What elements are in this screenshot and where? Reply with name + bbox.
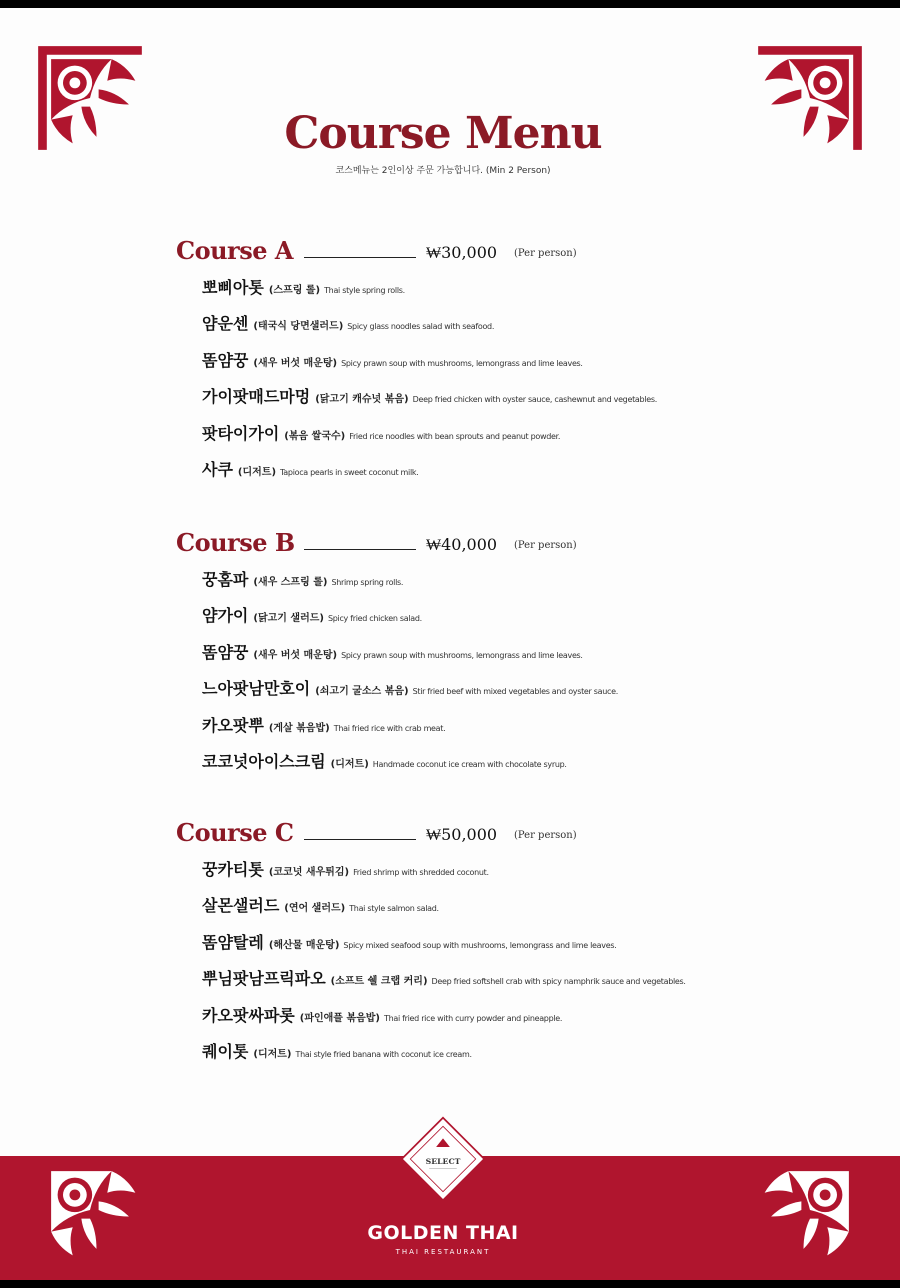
- menu-item: [202, 562, 816, 598]
- menu-item-english-desc: Tapioca pearls in sweet coconut milk.: [280, 467, 419, 477]
- course-item-list: [176, 270, 816, 488]
- menu-item-english-desc: Thai fried rice with crab meat.: [333, 723, 446, 733]
- course-per-label: (Per person): [514, 540, 577, 551]
- menu-item-korean-desc: (새우 버섯 매운탕): [253, 357, 338, 369]
- menu-item-name: 뽀삐아톳: [202, 278, 264, 297]
- menu-item: [202, 744, 816, 780]
- brand-subtitle: THAI RESTAURANT: [395, 1248, 491, 1256]
- menu-item-korean-desc: (새우 스프링 롤): [253, 577, 328, 588]
- course-item-list: [176, 852, 816, 1070]
- course-name: Course C: [176, 818, 294, 847]
- menu-item: [202, 852, 816, 888]
- menu-item-korean-desc: (게살 볶음밥): [268, 722, 330, 734]
- menu-item-name: 얌운센: [202, 314, 249, 334]
- menu-item: [202, 708, 816, 744]
- menu-item-name: 코코넛아이스크림: [202, 751, 326, 771]
- menu-item: [202, 998, 816, 1034]
- menu-item-korean-desc: (해산물 매운탕): [268, 939, 340, 951]
- menu-item-korean-desc: (스프링 롤): [268, 285, 321, 296]
- menu-item-name: 살몬샐러드: [202, 896, 280, 916]
- menu-item: [202, 416, 816, 452]
- menu-item-english-desc: Thai style spring rolls.: [324, 286, 405, 295]
- menu-item-name: 카오팟싸파롯: [202, 1005, 295, 1025]
- menu-item-name: 느아팟남만호이: [202, 679, 311, 699]
- course-name: Course B: [176, 528, 295, 557]
- restaurant-logo-icon: [400, 1116, 486, 1202]
- menu-item-korean-desc: (파인애플 볶음밥): [299, 1012, 380, 1024]
- menu-item-english-desc: Spicy fried chicken salad.: [327, 614, 422, 624]
- menu-item: [202, 888, 816, 924]
- course-section: [176, 236, 816, 488]
- divider: [304, 257, 416, 258]
- menu-item-english-desc: Thai style fried banana with coconut ice cream.: [295, 1049, 472, 1059]
- course-header: [176, 818, 816, 852]
- menu-item-english-desc: Spicy prawn soup with mushrooms, lemongrass and lime leaves.: [341, 650, 583, 660]
- menu-item-korean-desc: (닭고기 캐슈넛 볶음): [315, 394, 409, 406]
- menu-item: [202, 270, 816, 306]
- menu-item-english-desc: Stir fried beef with mixed vegetables and oyster sauce.: [412, 687, 618, 697]
- course-price: ₩40,000: [426, 535, 498, 554]
- menu-item-english-desc: Spicy mixed seafood soup with mushrooms, lemongrass and lime leaves.: [343, 940, 617, 950]
- menu-item-korean-desc: (코코넛 새우튀김): [268, 867, 350, 878]
- menu-item-english-desc: Thai fried rice with curry powder and pineapple.: [384, 1013, 563, 1023]
- menu-item-name: 똠얌꿍: [202, 350, 249, 370]
- menu-item-name: 뿌님팟남프릭파오: [202, 969, 326, 989]
- course-per-label: (Per person): [514, 248, 577, 259]
- course-section: [176, 818, 816, 1070]
- menu-item-name: 팟타이가이: [202, 423, 280, 443]
- menu-item-name: 똠얌탈레: [202, 932, 264, 952]
- menu-item: [202, 671, 816, 707]
- menu-item-english-desc: Deep fried softshell crab with spicy namphrik sauce and vegetables.: [431, 977, 686, 987]
- page-title: Course Menu: [284, 108, 602, 159]
- menu-item: [202, 1034, 816, 1070]
- menu-item: [202, 343, 816, 379]
- menu-item-korean-desc: (쇠고기 굴소스 볶음): [315, 686, 409, 698]
- menu-item-english-desc: Fried rice noodles with bean sprouts and peanut powder.: [349, 431, 561, 441]
- menu-item: [202, 598, 816, 634]
- menu-item-korean-desc: (닭고기 샐러드): [253, 613, 324, 625]
- menu-item: [202, 925, 816, 961]
- menu-item-english-desc: Spicy prawn soup with mushrooms, lemongrass and lime leaves.: [341, 358, 583, 368]
- menu-page: [0, 8, 900, 1280]
- menu-item-korean-desc: (연어 샐러드): [284, 903, 346, 915]
- menu-item-name: 퀘이톳: [202, 1041, 249, 1061]
- menu-item-name: 가이팟매드마멍: [202, 387, 311, 407]
- logo-text: SELECT: [425, 1157, 461, 1167]
- menu-item-name: 카오팟뿌: [202, 715, 264, 735]
- menu-item-english-desc: Shrimp spring rolls.: [331, 578, 404, 587]
- menu-item-korean-desc: (볶음 쌀국수): [284, 430, 346, 442]
- menu-item: [202, 452, 816, 488]
- menu-item: [202, 635, 816, 671]
- page-subtitle: 코스메뉴는 2인이상 주문 가능합니다. (Min 2 Person): [335, 166, 551, 176]
- course-section: [176, 528, 816, 780]
- menu-item-korean-desc: (디저트): [237, 466, 277, 478]
- menu-item: [202, 306, 816, 342]
- menu-item: [202, 961, 816, 997]
- menu-item-korean-desc: (디저트): [330, 758, 369, 770]
- course-item-list: [176, 562, 816, 780]
- menu-item-english-desc: Thai style salmon salad.: [349, 904, 439, 914]
- divider: [304, 839, 416, 840]
- brand-name: GOLDEN THAI: [367, 1222, 519, 1244]
- menu-item-name: 사쿠: [202, 459, 233, 479]
- menu-item-name: 꿍카티톳: [202, 860, 264, 879]
- menu-item-name: 똠얌꿍: [202, 642, 249, 662]
- menu-item-name: 얌가이: [202, 606, 249, 626]
- menu-item-english-desc: Deep fried chicken with oyster sauce, cashewnut and vegetables.: [412, 395, 657, 405]
- course-header: [176, 528, 816, 562]
- menu-item-english-desc: Spicy glass noodles salad with seafood.: [347, 322, 495, 332]
- course-price: ₩50,000: [426, 825, 498, 844]
- menu-item-english-desc: Fried shrimp with shredded coconut.: [353, 868, 489, 877]
- menu-item-korean-desc: (디저트): [253, 1048, 292, 1060]
- menu-item-name: 꿍홈파: [202, 570, 249, 589]
- menu-item-korean-desc: (소프트 쉘 크랩 커리): [330, 976, 428, 988]
- menu-item-english-desc: Handmade coconut ice cream with chocolate syrup.: [372, 759, 567, 769]
- divider: [304, 549, 416, 550]
- course-price: ₩30,000: [426, 243, 498, 262]
- course-per-label: (Per person): [514, 830, 577, 841]
- menu-item-korean-desc: (태국식 당면샐러드): [253, 321, 344, 333]
- course-header: [176, 236, 816, 270]
- course-name: Course A: [176, 236, 293, 265]
- menu-item: [202, 379, 816, 415]
- menu-item-korean-desc: (새우 버섯 매운탕): [253, 649, 338, 661]
